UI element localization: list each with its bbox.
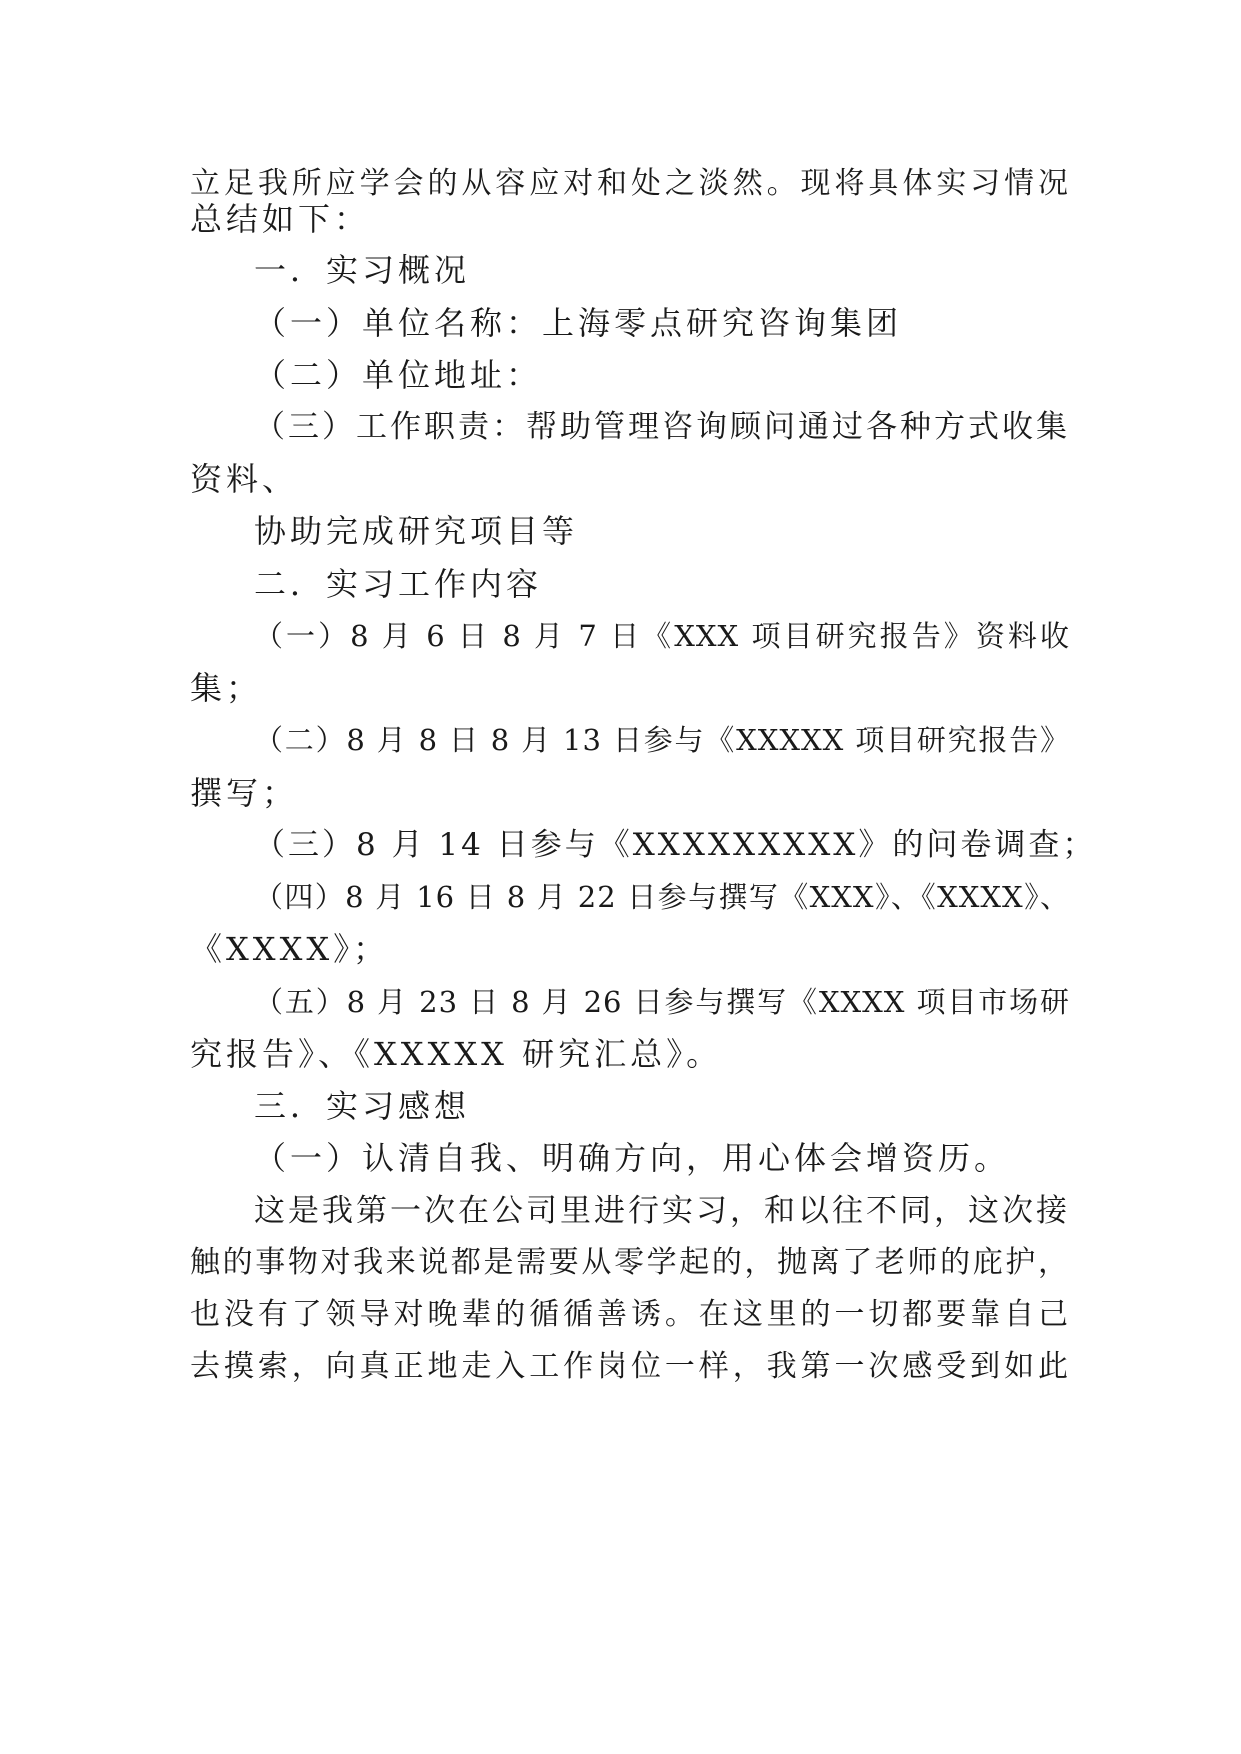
list-item: （一）8 月 6 日 8 月 7 日《XXX 项目研究报告》资料收	[254, 619, 1070, 653]
section-heading: 三．实习感想	[254, 1087, 471, 1125]
list-item: （二）单位地址：	[254, 356, 543, 394]
paragraph-line: 集；	[190, 669, 263, 707]
paragraph-line: 究报告》、《XXXXX 研究汇总》。	[190, 1035, 723, 1073]
paragraph-line: 协助完成研究项目等	[254, 512, 579, 550]
paragraph-line: 资料、	[190, 460, 299, 498]
paragraph-line: 触的事物对我来说都是需要从零学起的，抛离了老师的庇护，	[190, 1245, 1070, 1280]
list-item: （三）工作职责：帮助管理咨询顾问通过各种方式收集	[254, 409, 1070, 445]
section-heading: 二．实习工作内容	[254, 565, 543, 603]
list-item: （五）8 月 23 日 8 月 26 日参与撰写《XXXX 项目市场研	[254, 985, 1070, 1019]
list-item: （三）8 月 14 日参与《XXXXXXXXX》的问卷调查；	[254, 827, 1097, 863]
paragraph-line: 总结如下：	[190, 200, 371, 238]
list-item: （一）单位名称：上海零点研究咨询集团	[254, 304, 903, 342]
paragraph-line: 撰写；	[190, 774, 299, 812]
paragraph-line: 立足我所应学会的从容应对和处之淡然。现将具体实习情况	[190, 166, 1070, 201]
list-item: （四）8 月 16 日 8 月 22 日参与撰写《XXX》、《XXXX》、	[254, 880, 1070, 914]
paragraph-line: 《XXXX》；	[190, 930, 390, 968]
section-heading: 一．实习概况	[254, 251, 471, 289]
paragraph-line: 去摸索，向真正地走入工作岗位一样，我第一次感受到如此	[190, 1349, 1070, 1384]
paragraph-line: 也没有了领导对晚辈的循循善诱。在这里的一切都要靠自己	[190, 1297, 1070, 1332]
list-item: （一）认清自我、明确方向，用心体会增资历。	[254, 1139, 1011, 1177]
list-item: （二）8 月 8 日 8 月 13 日参与《XXXXX 项目研究报告》	[254, 723, 1070, 757]
paragraph-line: 这是我第一次在公司里进行实习，和以往不同，这次接	[254, 1193, 1070, 1229]
